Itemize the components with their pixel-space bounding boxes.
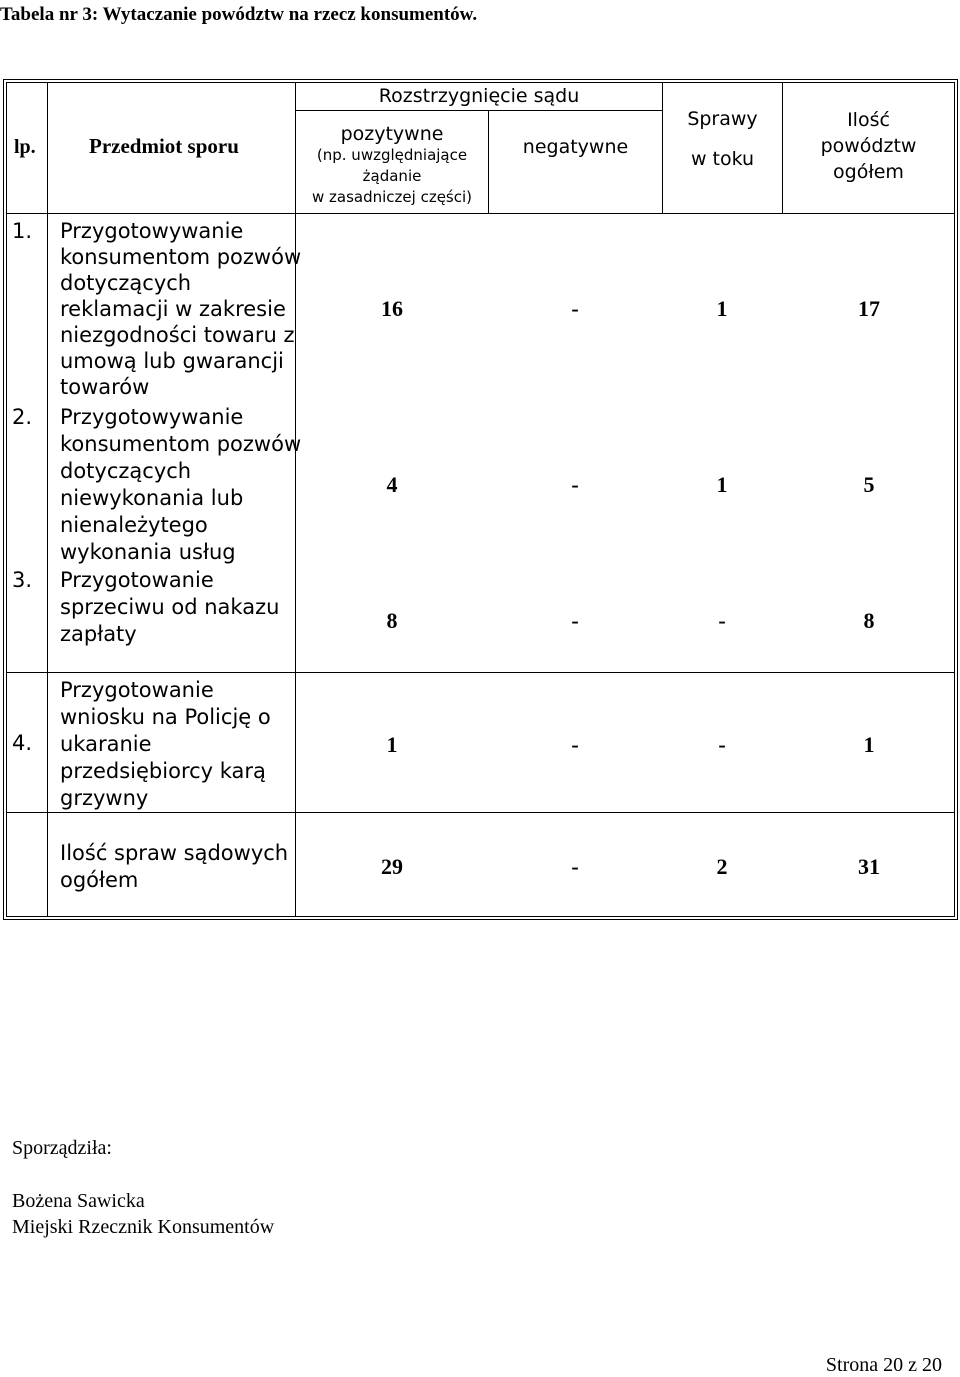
row-1-subject-3: dotyczących (60, 271, 192, 295)
row-1-total: 17 (858, 296, 880, 321)
row-2-lp: 2. (12, 405, 33, 429)
row-3-total: 8 (863, 608, 875, 633)
row-4-subject-2: wniosku na Policję o (60, 705, 271, 729)
row-2-total: 5 (863, 472, 875, 497)
row-4-negative: - (571, 732, 579, 757)
row-3-subject-3: zapłaty (60, 622, 137, 646)
signatory-name: Bożena Sawicka (12, 1190, 145, 1212)
header-positive-note-1: (np. uwzględniające (316, 146, 468, 164)
row-3-subject-1: Przygotowanie (60, 568, 214, 592)
header-total-2: powództw (820, 135, 917, 157)
row-1-subject-5: niezgodności towaru z (60, 323, 295, 347)
row-2-negative: - (571, 472, 579, 497)
row-1-negative: - (571, 296, 579, 321)
header-positive: pozytywne (340, 123, 444, 145)
total-total: 31 (858, 854, 880, 879)
page-number: Strona 20 z 20 (825, 1354, 942, 1376)
row-1-pending: 1 (716, 296, 728, 321)
header-total-1: Ilość (847, 109, 890, 131)
row-2-subject-6: wykonania usług (60, 540, 236, 564)
total-positive: 29 (381, 854, 403, 879)
header-subject: Przedmiot sporu (89, 134, 239, 158)
row-4-total: 1 (863, 732, 875, 757)
table-title: Tabela nr 3: Wytaczanie powództw na rzecz konsumentów. (0, 4, 478, 25)
header-court-decision: Rozstrzygnięcie sądu (378, 85, 580, 107)
header-pending-1: Sprawy (687, 108, 758, 130)
row-3-positive: 8 (386, 608, 398, 633)
row-1-subject-4: reklamacji w zakresie (60, 297, 286, 321)
row-3-lp: 3. (12, 568, 33, 592)
row-1-lp: 1. (12, 219, 33, 243)
total-subject-2: ogółem (60, 868, 139, 892)
row-2-subject-3: dotyczących (60, 459, 192, 483)
row-4-positive: 1 (386, 732, 398, 757)
row-1-positive: 16 (381, 296, 403, 321)
row-4-pending: - (718, 732, 726, 757)
header-positive-note-3: w zasadniczej części) (311, 188, 473, 206)
row-4-subject-4: przedsiębiorcy karą (60, 759, 266, 783)
row-2-subject-5: nienależytego (60, 513, 208, 537)
row-2-positive: 4 (386, 472, 398, 497)
total-subject-1: Ilość spraw sądowych (60, 841, 289, 865)
row-1-subject-7: towarów (60, 375, 150, 399)
header-lp: lp. (14, 136, 36, 158)
header-negative: negatywne (522, 136, 629, 158)
row-4-subject-5: grzywny (60, 786, 149, 810)
row-2-subject-1: Przygotowywanie (60, 405, 244, 429)
row-4-subject-1: Przygotowanie (60, 678, 214, 702)
total-pending: 2 (716, 854, 728, 879)
row-3-negative: - (571, 608, 579, 633)
row-4-lp: 4. (12, 731, 33, 755)
header-positive-note-2: żądanie (362, 167, 422, 185)
row-4-subject-3: ukaranie (60, 732, 152, 756)
header-total-3: ogółem (833, 161, 904, 183)
signatory-position: Miejski Rzecznik Konsumentów (12, 1216, 275, 1238)
row-2-subject-4: niewykonania lub (60, 486, 244, 510)
row-1-subject-6: umową lub gwarancji (60, 349, 284, 373)
row-3-pending: - (718, 608, 726, 633)
row-1-subject-1: Przygotowywanie (60, 219, 244, 243)
total-negative: - (571, 854, 579, 879)
prepared-by-label: Sporządziła: (12, 1137, 112, 1159)
row-2-subject-2: konsumentom pozwów (60, 432, 302, 456)
header-pending-2: w toku (690, 148, 755, 170)
row-3-subject-2: sprzeciwu od nakazu (60, 595, 280, 619)
row-1-subject-2: konsumentom pozwów (60, 245, 302, 269)
row-2-pending: 1 (716, 472, 728, 497)
